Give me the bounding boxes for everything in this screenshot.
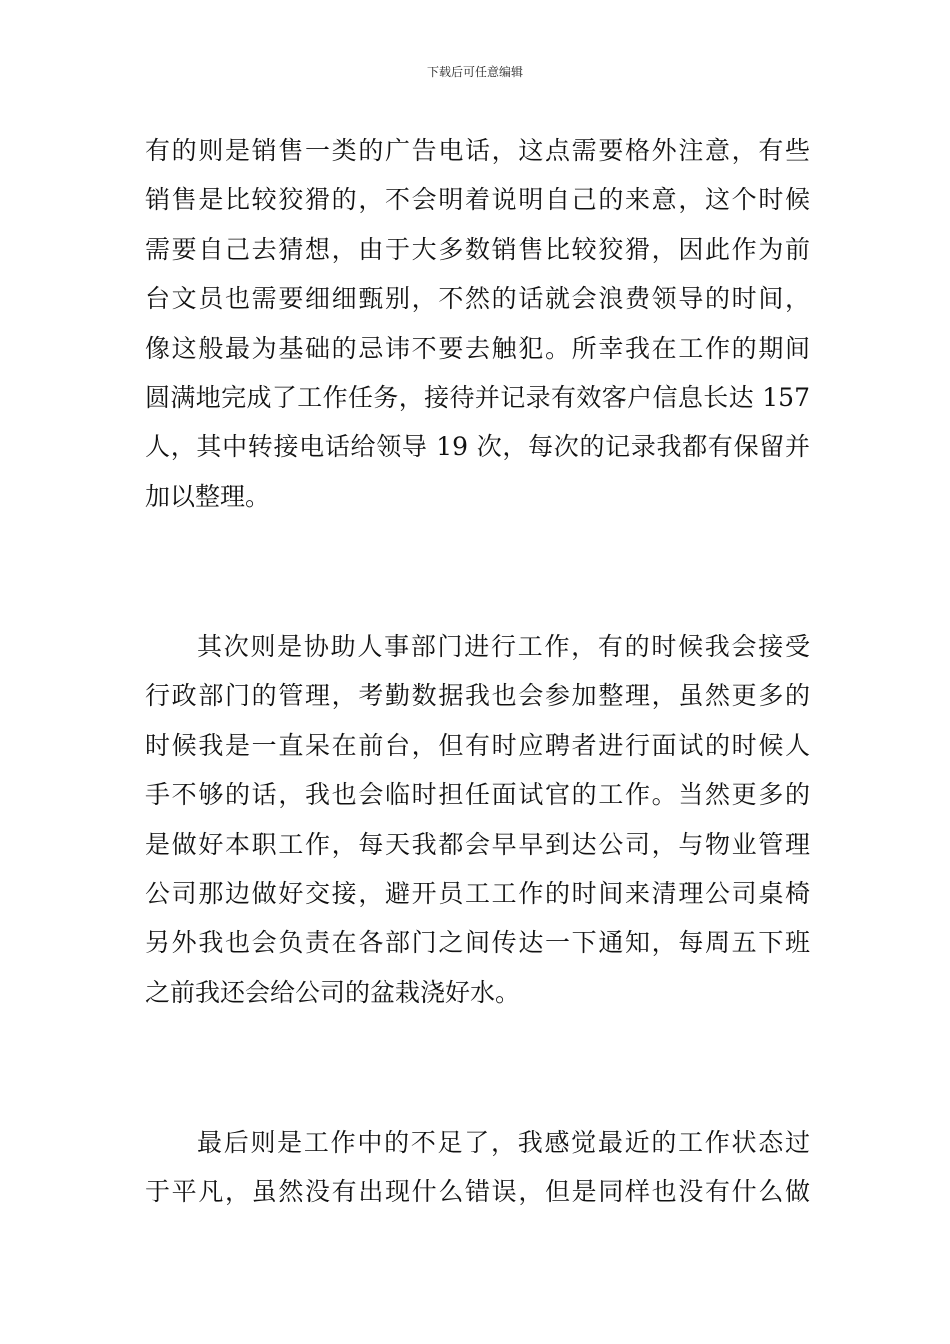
paragraph-line: 公司那边做好交接，避开员工工作的时间来清理公司桌椅 bbox=[145, 878, 810, 908]
paragraph-line: 需要自己去猜想，由于大多数销售比较狡猾，因此作为前 bbox=[145, 234, 810, 264]
paragraph-line: 销售是比较狡猾的，不会明着说明自己的来意，这个时候 bbox=[145, 185, 810, 215]
paragraph-line: 台文员也需要细细甄别，不然的话就会浪费领导的时间， bbox=[145, 284, 810, 314]
paragraph-line: 人，其中转接电话给领导 19 次，每次的记录我都有保留并 bbox=[145, 432, 810, 462]
paragraph-line: 行政部门的管理，考勤数据我也会参加整理，虽然更多的 bbox=[145, 681, 810, 711]
paragraph-line: 其次则是协助人事部门进行工作，有的时候我会接受 bbox=[197, 632, 810, 661]
paragraph-2 bbox=[145, 622, 810, 1017]
paragraph-line: 加以整理。 bbox=[145, 481, 271, 511]
paragraph-line: 圆满地完成了工作任务，接待并记录有效客户信息长达 157 bbox=[145, 382, 810, 412]
paragraph-line: 最后则是工作中的不足了，我感觉最近的工作状态过 bbox=[197, 1128, 810, 1157]
paragraph-line: 于平凡，虽然没有出现什么错误，但是同样也没有什么做 bbox=[145, 1177, 810, 1207]
paragraph-line: 像这般最为基础的忌讳不要去触犯。所幸我在工作的期间 bbox=[145, 333, 810, 363]
paragraph-line: 是做好本职工作，每天我都会早早到达公司，与物业管理 bbox=[145, 829, 810, 859]
page-header: 下载后可任意编辑 bbox=[426, 65, 523, 79]
paragraph-line: 之前我还会给公司的盆栽浇好水。 bbox=[145, 977, 521, 1007]
paragraph-line: 有的则是销售一类的广告电话，这点需要格外注意，有些 bbox=[145, 136, 810, 165]
paragraph-1 bbox=[145, 126, 810, 521]
paragraph-line: 时候我是一直呆在前台，但有时应聘者进行面试的时候人 bbox=[145, 730, 810, 760]
paragraph-line: 另外我也会负责在各部门之间传达一下通知，每周五下班 bbox=[145, 928, 810, 958]
paragraph-line: 手不够的话，我也会临时担任面试官的工作。当然更多的 bbox=[145, 780, 810, 810]
paragraph-3 bbox=[145, 1118, 810, 1217]
